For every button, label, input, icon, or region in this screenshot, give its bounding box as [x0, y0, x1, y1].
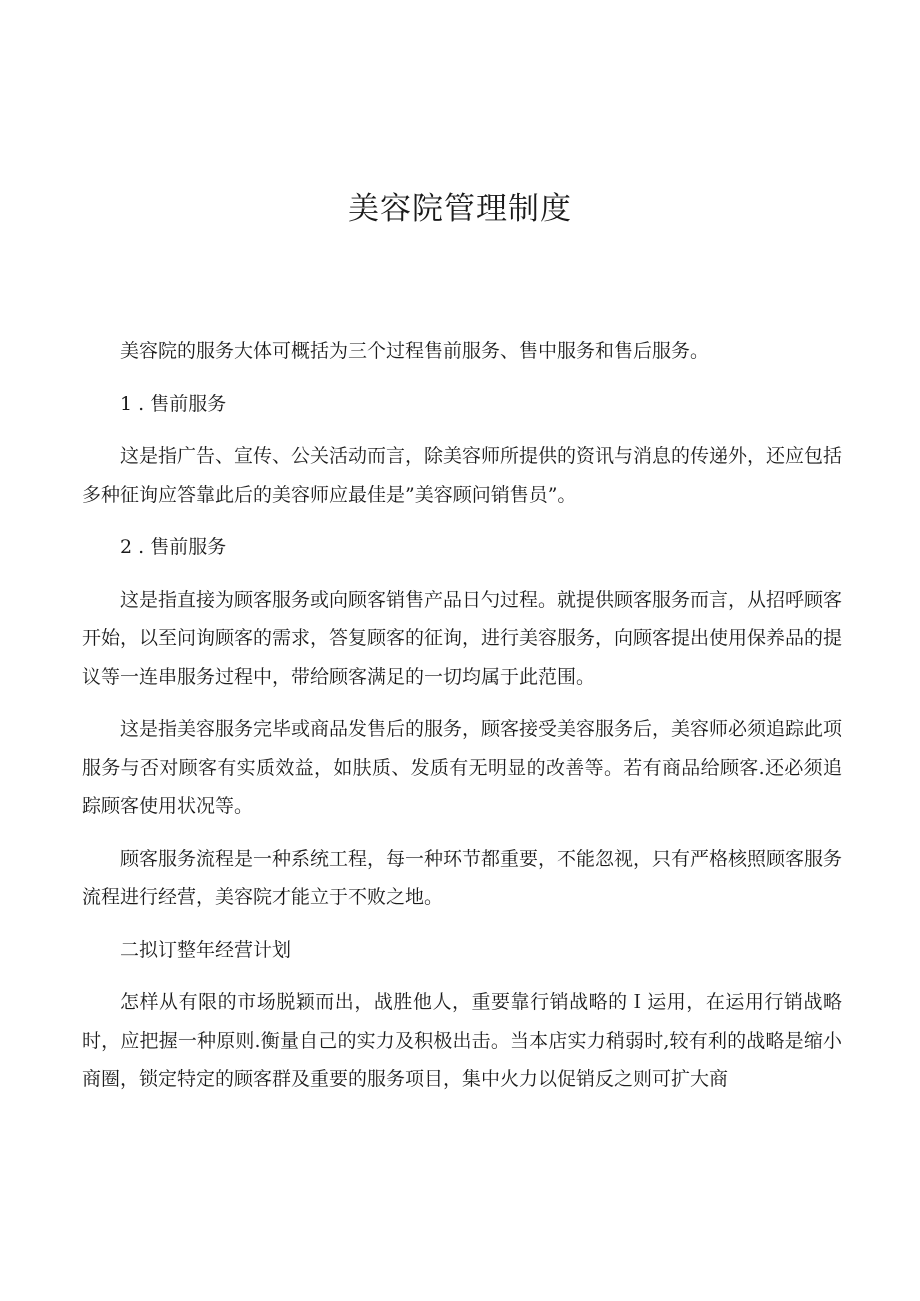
paragraph-presale: 这是指广告、宣传、公关活动而言，除美容师所提供的资讯与消息的传递外，还应包括多种征询应答靠此后的美容师应最佳是”美容顾问销售员”。 — [82, 445, 843, 506]
document-body — [82, 332, 842, 1113]
section-heading-presale: 1 . 售前服务 — [120, 392, 227, 415]
paragraph-in-sale: 这是指直接为顾客服务或向顾客销售产品日勺过程。就提供顾客服务而言，从招呼顾客开始，以至问询顾客的需求，答复顾客的征询，进行美容服务，向顾客提出使用保养品的提议等一连串服务过程中，带给顾客满足的一切均属于此范围。 — [82, 588, 843, 688]
paragraph-service-flow: 顾客服务流程是一种系统工程，每一种环节都重要，不能忽视，只有严格核照顾客服务流程进行经营，美容院才能立于不败之地。 — [82, 847, 843, 908]
section-heading-annual-plan: 二拟订整年经营计划 — [120, 938, 292, 961]
paragraph-annual-plan: 怎样从有限的市场脱颖而出，战胜他人，重要靠行销战略的Ｉ运用，在运用行销战略时，应把握一种原则.衡量自己的实力及积极出击。当本店实力稍弱时,较有利的战略是缩小商圈，锁定特定的顾客群及重要的服务项目，集中火力以促销反之则可扩大商 — [82, 991, 842, 1090]
document-title: 美容院管理制度 — [348, 191, 572, 227]
paragraph-intro: 美容院的服务大体可概括为三个过程售前服务、售中服务和售后服务。 — [120, 340, 710, 362]
section-heading-in-sale: 2 . 售前服务 — [120, 536, 227, 558]
paragraph-after-sale: 这是指美容服务完毕或商品发售后的服务，顾客接受美容服务后，美容师必须追踪此项服务与否对顾客有实质效益，如肤质、发质有无明显的改善等。若有商品给顾客.还必须追踪顾客使用状况等。 — [82, 718, 843, 817]
